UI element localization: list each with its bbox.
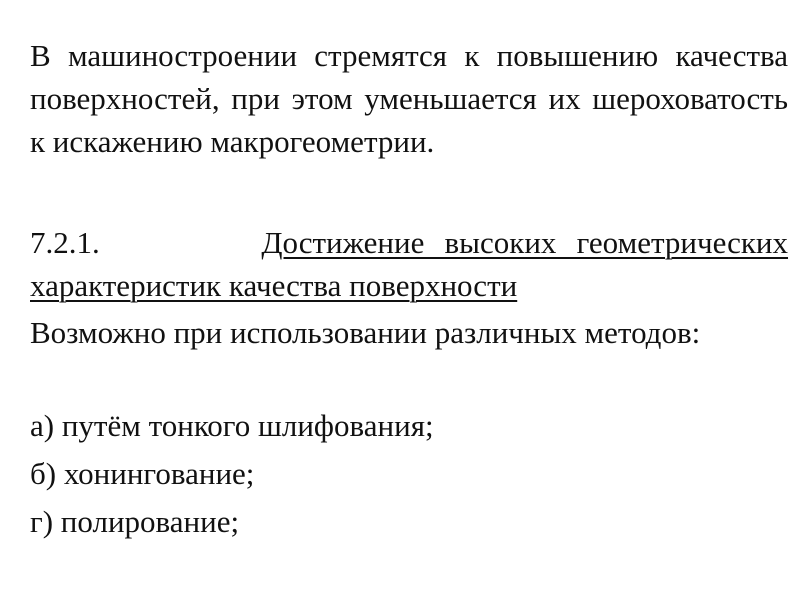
method-item: а) путём тонкого шлифования; (30, 408, 434, 443)
method-item: г) полирование; (30, 504, 240, 539)
document-page (30, 0, 788, 600)
method-item: б) хонингование; (30, 456, 255, 491)
methods-intro: Возможно при использовании различных методов: (30, 315, 701, 350)
section-number: 7.2.1. (30, 225, 100, 260)
heading-gap (120, 225, 241, 260)
section-heading (30, 221, 788, 307)
intro-paragraph: В машиностроении стремятся к повышению качества поверхностей, при этом уменьшается их шероховатость к искажению макрогеометрии. (30, 38, 788, 159)
section-title: Достижение высоких геометрических характеристик качества поверхности (30, 225, 789, 303)
